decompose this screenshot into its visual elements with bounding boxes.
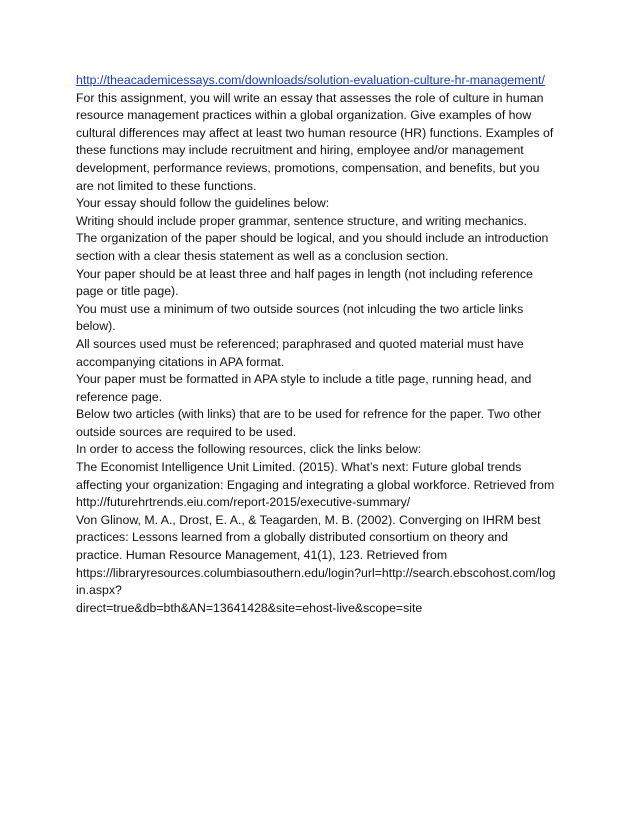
body-line: resource management practices within a global organization. Give examples of how xyxy=(76,108,532,123)
body-line: All sources used must be referenced; paraphrased and quoted material must have xyxy=(76,336,524,351)
body-line: outside sources are required to be used. xyxy=(76,424,297,439)
source-link[interactable]: http://theacademicessays.com/downloads/solution-evaluation-culture-hr-management/ xyxy=(76,73,545,87)
body-line: accompanying citations in APA format. xyxy=(76,354,285,369)
document-body xyxy=(76,72,568,617)
body-line: cultural differences may affect at least two human resource (HR) functions. Examples of xyxy=(76,125,554,140)
body-line: Below two articles (with links) that are to be used for refrence for the paper. Two other xyxy=(76,407,542,422)
body-line: In order to access the following resources, click the links below: xyxy=(76,442,422,457)
citation-url-line: https://libraryresources.columbiasouthern.edu/login?url=http://search.ebscohost.com/log xyxy=(76,565,556,580)
body-line: Writing should include proper grammar, sentence structure, and writing mechanics. xyxy=(76,213,527,228)
citation-line: practice. Human Resource Management, 41(1), 123. Retrieved from xyxy=(76,548,448,563)
body-line: page or title page). xyxy=(76,284,179,299)
body-line: are not limited to these functions. xyxy=(76,178,257,193)
body-line: For this assignment, you will write an essay that assesses the role of culture in human xyxy=(76,90,544,105)
citation-line: affecting your organization: Engaging and integrating a global workforce. Retrieved from xyxy=(76,477,555,492)
body-line: Your paper must be formatted in APA style to include a title page, running head, and xyxy=(76,372,532,387)
citation-url-line: in.aspx? xyxy=(76,583,122,598)
citation-url-line: http://futurehrtrends.eiu.com/report-2015/executive-summary/ xyxy=(76,495,411,510)
body-line: section with a clear thesis statement as well as a conclusion section. xyxy=(76,248,449,263)
body-line: below). xyxy=(76,319,116,334)
body-line: these functions may include recruitment and hiring, employee and/or management xyxy=(76,143,524,158)
body-line: You must use a minimum of two outside sources (not inlcuding the two article links xyxy=(76,301,524,316)
citation-line: practices: Lessons learned from a globally distributed consortium on theory and xyxy=(76,530,508,545)
body-line: The organization of the paper should be logical, and you should include an introduction xyxy=(76,231,549,246)
body-line: Your paper should be at least three and half pages in length (not including reference xyxy=(76,266,533,281)
body-line: development, performance reviews, promotions, compensation, and benefits, but you xyxy=(76,160,540,175)
citation-line: The Economist Intelligence Unit Limited. (2015). What’s next: Future global trends xyxy=(76,460,522,475)
body-line: Your essay should follow the guidelines below: xyxy=(76,196,330,211)
body-line: reference page. xyxy=(76,389,163,404)
citation-url-line: direct=true&db=bth&AN=13641428&site=ehost-live&scope=site xyxy=(76,600,423,615)
citation-line: Von Glinow, M. A., Drost, E. A., & Teagarden, M. B. (2002). Converging on IHRM best xyxy=(76,512,541,527)
